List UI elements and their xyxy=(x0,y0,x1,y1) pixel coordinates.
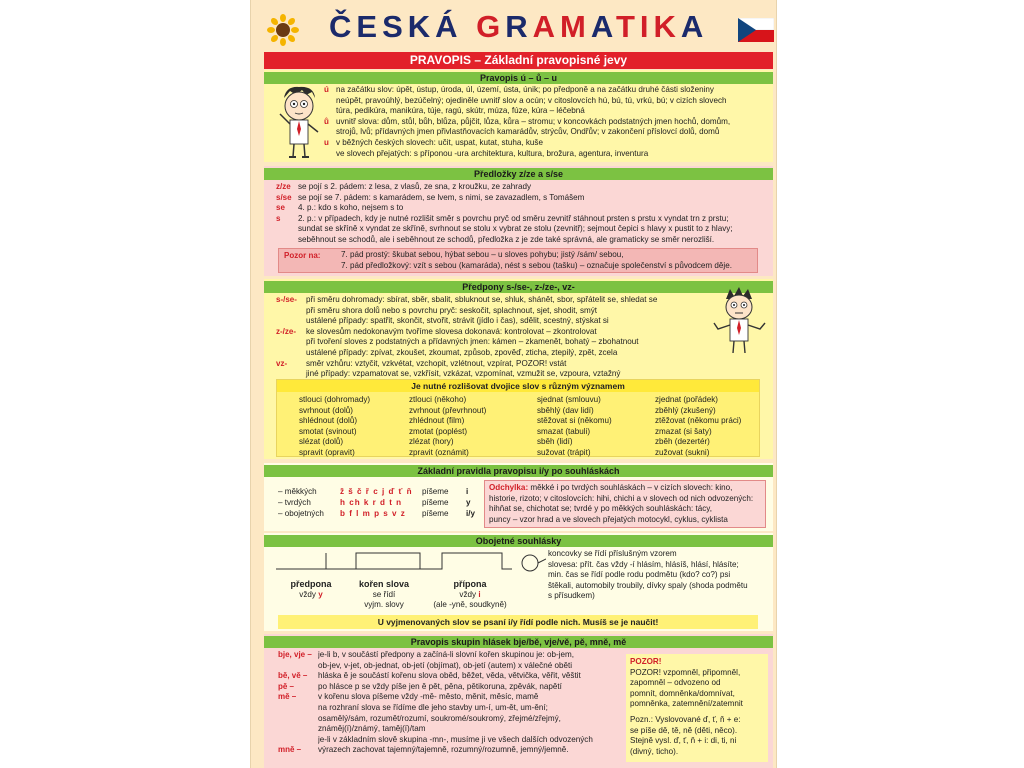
pozor-line: pomnít, domněnka/domnívat, xyxy=(630,688,735,698)
odchylka-line: puncy – vzor hrad a ve slovech přejatých motocykl, cyklus, cyklista xyxy=(489,514,728,524)
label: pě – xyxy=(278,681,295,691)
list-item: je-li v základním slově skupina -mn-, musíme ji ve všech dalších odvozených xyxy=(318,734,593,744)
list-item: neúpět, pravoúhlý, bezúčelný; ojediněle uvnitř slov a ocún; v citoslovcích hú, bú, tú, vrkú, bú; v cizích slovech xyxy=(336,95,727,105)
label: bě, vě – xyxy=(278,671,308,681)
word-pair: stěžovat si (někomu) xyxy=(537,416,612,426)
list-item: výrazech zachovat tajemný/tajemně, rozumný/rozumně, jemný/jemně. xyxy=(318,745,569,755)
pozn-line: se píše dě, tě, ně (děti, něco). xyxy=(630,725,738,735)
list-item: ustálené případy: spatřit, skončit, stvořit, strávit (jídlo i čas), sdělit, scestný, stýskat si xyxy=(306,316,609,326)
cartoon-confused-boy-icon xyxy=(712,287,768,355)
pozn-line: Pozn.: Vyslovované ď, ť, ň + e: xyxy=(630,714,741,724)
predpony-text xyxy=(276,295,706,380)
subsection-title: Předpony s-/se-, z-/ze-, vz- xyxy=(264,281,773,293)
section-predpony xyxy=(264,279,773,459)
czech-flag-icon xyxy=(738,18,774,42)
list-item: na rozhraní slova se řídíme dle jeho stavby um-í, um-ět, um-ění; xyxy=(318,702,548,712)
list-item: s/se se pojí se 7. pádem: s kamarádem, se lvem, s nimi, se zavazadlem, s Tomášem xyxy=(276,192,585,202)
pripona-rule: (ale -yně, soudkyně) xyxy=(433,600,507,610)
list-item: u v běžných českých slovech: učit, uspat, kutat, stuha, kuše xyxy=(324,137,543,147)
word-pair: slézat (dolů) xyxy=(299,437,344,447)
word-structure-diagram xyxy=(276,549,546,573)
list-item: koncovky se řídí příslušným vzorem xyxy=(548,549,677,558)
pozor-box: Pozor na: 7. pád prostý: škubat sebou, hýbat sebou – u sloves pohybu; jistý /sám/ sebou, 7. pád předložkový: vzít s sebou (kamaráda), nést s sebou (tašku) – označuje společenství s původcem děje. xyxy=(278,248,758,273)
dvojice-title: Je nutné rozlišovat dvojice slov s různým významem xyxy=(277,380,759,392)
dvojice-col-3 xyxy=(537,395,612,459)
header xyxy=(251,0,777,50)
section-obojetne xyxy=(264,533,773,631)
section-uuu xyxy=(264,70,773,162)
list-item: – obojetných b f l m p s v z píšeme i/y xyxy=(278,509,475,518)
koren-rule: vyjm. slovy xyxy=(364,600,404,610)
subsection-title: Obojetné souhlásky xyxy=(264,535,773,547)
word-pair: shlédnout (dolů) xyxy=(299,416,358,426)
label: mě – xyxy=(278,692,297,702)
word-pair: ztěžovat (někomu práci) xyxy=(655,416,742,426)
list-item: – měkkých ž š č ř c j ď ť ň píšeme i xyxy=(278,487,469,496)
word-pair: sjednat (smlouvu) xyxy=(537,395,601,404)
pozor-line: pomněnka, zatemnění/zatemnit xyxy=(630,699,743,709)
list-item: sundat se skříně x vyndat ze skříně, svrhnout se stolu x vybrat ze stolu (zevnitř); sejmout čepici s hlavy x pustit to z hlavy; xyxy=(298,224,733,234)
list-item: slovesa: přít. čas vždy -í hlásím, hlásíš, hlásí, hlásíte; xyxy=(548,559,739,569)
word-pair: zmotat (poplést) xyxy=(409,426,468,436)
pozor-note-box xyxy=(626,654,768,762)
word-pair: zvrhnout (převrhnout) xyxy=(409,405,487,415)
bje-text xyxy=(318,650,618,756)
list-item: túra, pedikúra, manikúra, túje, ragú, skútr, múza, fúze, kúra – léčebná xyxy=(336,106,585,116)
odchylka-line: historie, rizoto; v citoslovcích: hihi, chichi a v slovech od nich odvozených: xyxy=(489,493,754,503)
uuu-text xyxy=(324,85,769,159)
list-item: z/ze se pojí s 2. pádem: z lesa, z vlasů, ze sna, z kroužku, ze zahrady xyxy=(276,182,532,191)
odchylka-line: hihňat se, chichotat se; tvrdé y po měkkých souhláskách: tácy, xyxy=(489,504,712,514)
pripona-rule: vždy i xyxy=(459,589,481,599)
main-section-header xyxy=(264,52,773,69)
pozor-line: POZOR! vzpomněl, připomněl, xyxy=(630,667,741,677)
dvojice-col-4 xyxy=(655,395,741,459)
list-item: v kořenu slova píšeme vždy -mě- město, měnit, měsíc, mamě xyxy=(318,692,539,702)
koncovky-text xyxy=(548,549,770,602)
list-item: s přísudkem) xyxy=(548,591,595,601)
dvojice-col-1 xyxy=(299,395,370,459)
notice-banner: U vyjmenovaných slov se psaní i/y řídí podle nich. Musíš se je naučit! xyxy=(278,615,758,629)
word-pair: zlézat (hory) xyxy=(409,437,454,447)
koren-label: kořen slova se řídí vyjm. slovy xyxy=(344,579,424,611)
cartoon-boy-icon xyxy=(276,84,322,160)
word-pair: sběhlý (dav lidí) xyxy=(537,405,594,415)
list-item: ustálené případy: zpívat, zkoušet, zkoumat, způsob, zpověď, zticha, ztepilý, zpět, zcela xyxy=(306,347,618,357)
list-item: ve slovech přejatých: s příponou -ura architektura, kultura, brožura, agentura, inventura xyxy=(336,148,649,158)
dvojice-box xyxy=(276,379,760,457)
list-item: po hlásce p se vždy píše jen ě pět, pěna, pětikoruna, zpěvák, napětí xyxy=(318,681,562,691)
word-pair: zmazat (si šaty) xyxy=(655,426,712,436)
poster xyxy=(250,0,777,768)
word-pair: spravit (opravit) xyxy=(299,447,355,457)
list-item: jiné případy: vzpamatovat se, vzkřísit, vzkázat, vzpomínat, vzmužit se, vzpoura, vztažný xyxy=(306,369,621,379)
list-item: s-/se- při směru dohromady: sbírat, sběr, sbalit, sbluknout se, shluk, shánět, sbor, spřátelit se, shledat se xyxy=(276,295,658,304)
page-title: ČESKÁ GRAMATIKA xyxy=(329,9,709,44)
section-title: PRAVOPIS – Základní pravopisné jevy xyxy=(264,52,773,69)
list-item: známěj(í)/známý, taměj(í)/tam xyxy=(318,724,426,734)
list-item: je-li b, v součástí předpony a začíná-li slovní kořen skupinou je: ob-jem, xyxy=(318,650,574,659)
list-item: s 2. p.: v případech, kdy je nutné rozlišit směr s povrchu pryč od směru zevnitř stáhnout prsten s prstu x vyndat trn z prstu; xyxy=(276,213,729,223)
section-predlozky xyxy=(264,166,773,276)
subsection-title: Základní pravidla pravopisu i/y po souhláskách xyxy=(264,465,773,477)
pozor-line: POZOR! xyxy=(630,657,662,666)
word-pair: stlouci (dohromady) xyxy=(299,395,371,404)
predpona-rule: vždy y xyxy=(299,589,323,599)
list-item: seběhnout se schodů, ale i seběhnout ze schodů, předložka z je zde také správná, ale gramaticky se směr nerozliší. xyxy=(298,234,715,244)
section-bje xyxy=(264,634,773,768)
word-pair: zběhlý (zkušený) xyxy=(655,405,716,415)
word-pair: svrhnout (dolů) xyxy=(299,405,353,415)
word-pair: zpravit (oznámit) xyxy=(409,447,469,457)
word-pair: zjednat (pořádek) xyxy=(655,395,718,404)
list-item: hláska ě je součástí kořenu slova oběd, běžet, věda, větvička, věřit, věštit xyxy=(318,671,581,681)
list-item: štěkali, automobily troubily, dívky spaly (shoda podmětu xyxy=(548,580,748,590)
list-item: min. čas se řídí podle rodu podmětu (kdo? co?) psi xyxy=(548,570,731,580)
bje-labels xyxy=(278,650,314,756)
pozn-line: Stejně vysl. ď, ť, ň + i: di, ti, ni xyxy=(630,736,737,746)
list-item: při tvoření sloves z podstatných a přídavných jmen: kámen – zkamenět, bohatý – zbohatnout xyxy=(306,337,639,347)
pozor-line: zapomněl – odvozeno od xyxy=(630,678,721,688)
section-iy xyxy=(264,463,773,531)
list-item: osamělý/sám, rozumět/rozumí, soukromé/soukromý, zřejmé/zřejmý, xyxy=(318,713,561,723)
word-pair: sužovat (trápit) xyxy=(537,447,591,457)
word-pair: ztlouci (někoho) xyxy=(409,395,467,404)
word-pair: zužovat (sukni) xyxy=(655,447,710,457)
subsection-title: Pravopis ú – ů – u xyxy=(264,72,773,84)
list-item: ú na začátku slov: úpět, ústup, úroda, úl, území, ústa, únik; po předponě a na začátku druhé části složeniny xyxy=(324,85,714,94)
pripona-label: přípona vždy i (ale -yně, soudkyně) xyxy=(424,579,516,611)
pozn-line: (divný, ticho). xyxy=(630,746,679,756)
koren-rule: se řídí xyxy=(372,589,396,599)
list-item: strojů, lvů; přídavných jmen přivlastňovacích kamarádův, strýcův, Ondřův; v zakončení příslovcí dolů, domů xyxy=(336,127,720,137)
iy-rules xyxy=(278,487,508,520)
word-pair: smazat (tabuli) xyxy=(537,426,591,436)
list-item: vz- směr vzhůru: vztyčit, vzkvétat, vzchopit, vzlétnout, vzpírat, POZOR! vstát xyxy=(276,358,567,368)
list-item: – tvrdých h ch k r d t n píšeme y xyxy=(278,498,471,507)
subsection-title: Předložky z/ze a s/se xyxy=(264,168,773,180)
odchylka-line: Odchylka: měkké i po tvrdých souhláskách – v cizích slovech: kino, xyxy=(489,483,733,492)
dvojice-col-2 xyxy=(409,395,486,459)
pozor-line: 7. pád předložkový: vzít s sebou (kamaráda), nést s sebou (tašku) – označuje společenství s původcem děje. xyxy=(341,261,732,270)
word-pair: zhlédnout (film) xyxy=(409,416,465,426)
word-pair: sběh (lidí) xyxy=(537,437,573,447)
list-item: při směru shora dolů nebo s povrchu pryč: seskočit, splachnout, sjet, shodit, smýt xyxy=(306,305,598,315)
list-item: z-/ze- ke slovesům nedokonavým tvoříme slovesa dokonavá: kontrolovat – zkontrolovat xyxy=(276,326,597,336)
sunflower-icon xyxy=(267,14,299,46)
odchylka-box xyxy=(484,480,766,528)
list-item: se 4. p.: kdo s koho, nejsem s to xyxy=(276,203,404,213)
label: mně – xyxy=(278,745,302,755)
word-pair: smotat (svinout) xyxy=(299,426,357,436)
pozor-line: 7. pád prostý: škubat sebou, hýbat sebou – u sloves pohybu; jistý /sám/ sebou, xyxy=(341,250,624,259)
predpona-label: předpona vždy y xyxy=(286,579,336,600)
label: bje, vje – xyxy=(278,650,312,659)
subsection-title: Pravopis skupin hlásek bje/bě, vje/vě, pě, mně, mě xyxy=(264,636,773,648)
list-item: ob-jev, v-jet, ob-jednat, ob-jetí (objímat), ob-jetí (autem) x válečné oběti xyxy=(318,660,573,670)
list-item: ů uvnitř slova: dům, stůl, bůh, blůza, půjčit, lůza, kůra – stromu; v koncovkách podstatných jmen hochů, domům, xyxy=(324,116,731,126)
predlozky-text xyxy=(276,182,771,246)
word-pair: zběh (dezertér) xyxy=(655,437,710,447)
